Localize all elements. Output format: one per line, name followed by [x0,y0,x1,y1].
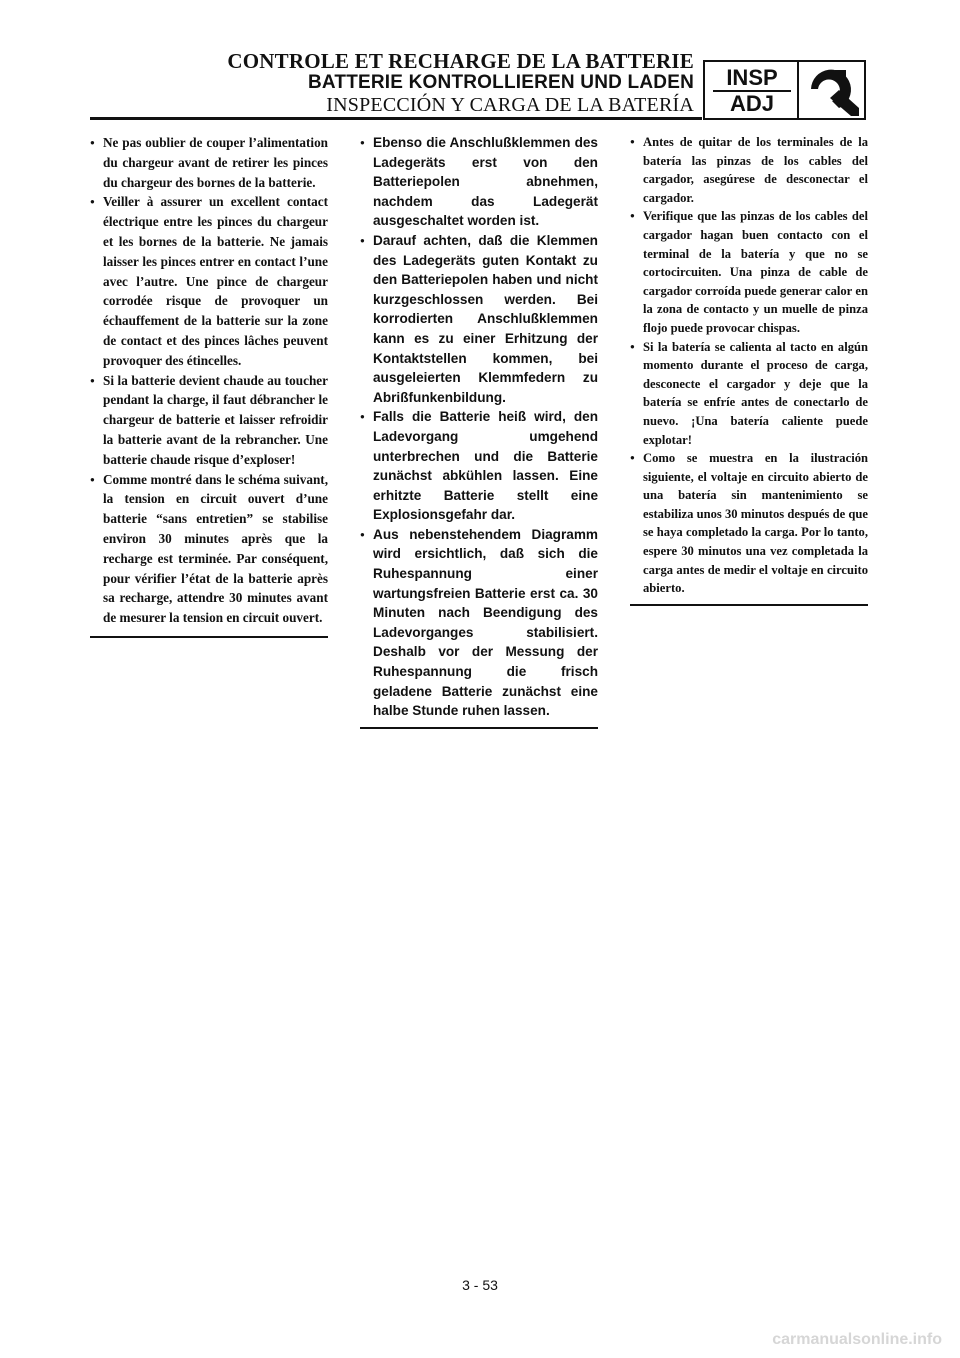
list-item: ● Si la batería se calienta al tacto en algún momento durante el proceso de carga, desconecte el cargador y deje que la batería se enfríe antes de conectarlo de nuevo. ¡Una batería caliente puede explotar! [630,338,868,450]
list-item: ● Aus nebenstehendem Diagramm wird ersichtlich, daß sich die Ruhespannung einer wartungsfreien Batterie erst ca. 30 Minuten nach Beendigung des Ladevorganges stabilisiert. Deshalb vor der Messung der Ruhespannung die frisch geladene Batterie zunächst eine halbe Stunde ruhen lassen. [360,525,598,721]
watermark: carmanualsonline.info [772,1331,942,1348]
list-item: ● Ebenso die Anschlußklemmen des Ladegeräts erst von den Batteriepolen abnehmen, nachdem das Ladegerät ausgeschaltet worden ist. [360,133,598,231]
list-item: ● Como se muestra en la ilustración siguiente, el voltaje en circuito abierto de una batería sin mantenimiento se estabiliza unos 30 minutos después de que se haya completado la carga. Por lo tanto, espere 30 minutos una vez completada la carga antes de medir el voltaje en circuito abierto. [630,449,868,598]
title-german: BATTERIE KONTROLLIEREN UND LADEN [307,72,694,93]
list-item: ● Veiller à assurer un excellent contact électrique entre les pinces du chargeur et les bornes de la batterie. Ne jamais laisser les pinces entrer en contact l’une avec l’autre. Une pince de chargeur corrodée risque de provoquer un échauffement de la batterie sur la zone de contact et des pinces lâches peuvent provoquer des étincelles. [90,192,328,370]
column-french [90,133,328,638]
title-spanish: INSPECCIÓN Y CARGA DE LA BATERÍA [326,94,694,116]
list-item: ● Darauf achten, daß die Klemmen des Ladegeräts guten Kontakt zu den Batteriepolen haben und nicht kurzgeschlossen werden. Bei korrodierten Anschlußklemmen kann es zu einer Erhitzung der Kontaktstellen kommen, bei ausgeleierten Klemmfedern zu Abrißfunkenbildung. [360,231,598,407]
insp-adj-badge [703,60,866,120]
list-item: ● Si la batterie devient chaude au toucher pendant la charge, il faut débrancher le chargeur de batterie et laisser refroidir la batterie avant de la rebrancher. Une batterie chaude risque d’exploser! [90,371,328,470]
title-french: CONTROLE ET RECHARGE DE LA BATTERIE [227,49,694,73]
column-end-rule [360,727,598,729]
list-item: ● Ne pas oublier de couper l’alimentation du chargeur avant de retirer les pinces du chargeur des bornes de la batterie. [90,133,328,192]
list-item: ● Falls die Batterie heiß wird, den Ladevorgang umgehend unterbrechen und die Batterie zunächst abkühlen lassen. Eine erhitzte Batterie stellt eine Explosionsgefahr dar. [360,407,598,525]
column-spanish [630,133,868,606]
page-number: 3 - 53 [462,1277,498,1293]
list-item: ● Antes de quitar de los terminales de la batería las pinzas de los cables del cargador, asegúrese de desconectar el cargador. [630,133,868,207]
wrench-icon [797,62,866,118]
column-end-rule [630,604,868,606]
column-end-rule [90,636,328,638]
page-header [0,0,960,120]
column-german [360,133,598,729]
list-item: ● Verifique que las pinzas de los cables del cargador hagan buen contacto con el terminal de la batería y que no se cortocircuiten. Una pinza de cable de cargador corroída puede generar calor en la zona de contacto y un muelle de pinza flojo puede provocar chispas. [630,207,868,337]
list-item: ● Comme montré dans le schéma suivant, la tension en circuit ouvert d’une batterie “sans entretien” se stabilise environ 30 minutes après que la recharge est terminée. Par conséquent, pour vérifier l’état de la batterie après sa recharge, attendre 30 minutes avant de mesurer la tension en circuit ouvert. [90,470,328,628]
title-block [227,50,694,116]
badge-adj: ADJ [729,91,774,116]
insp-adj-label [711,66,793,116]
badge-insp: INSP [726,65,778,90]
header-rule [90,117,702,120]
